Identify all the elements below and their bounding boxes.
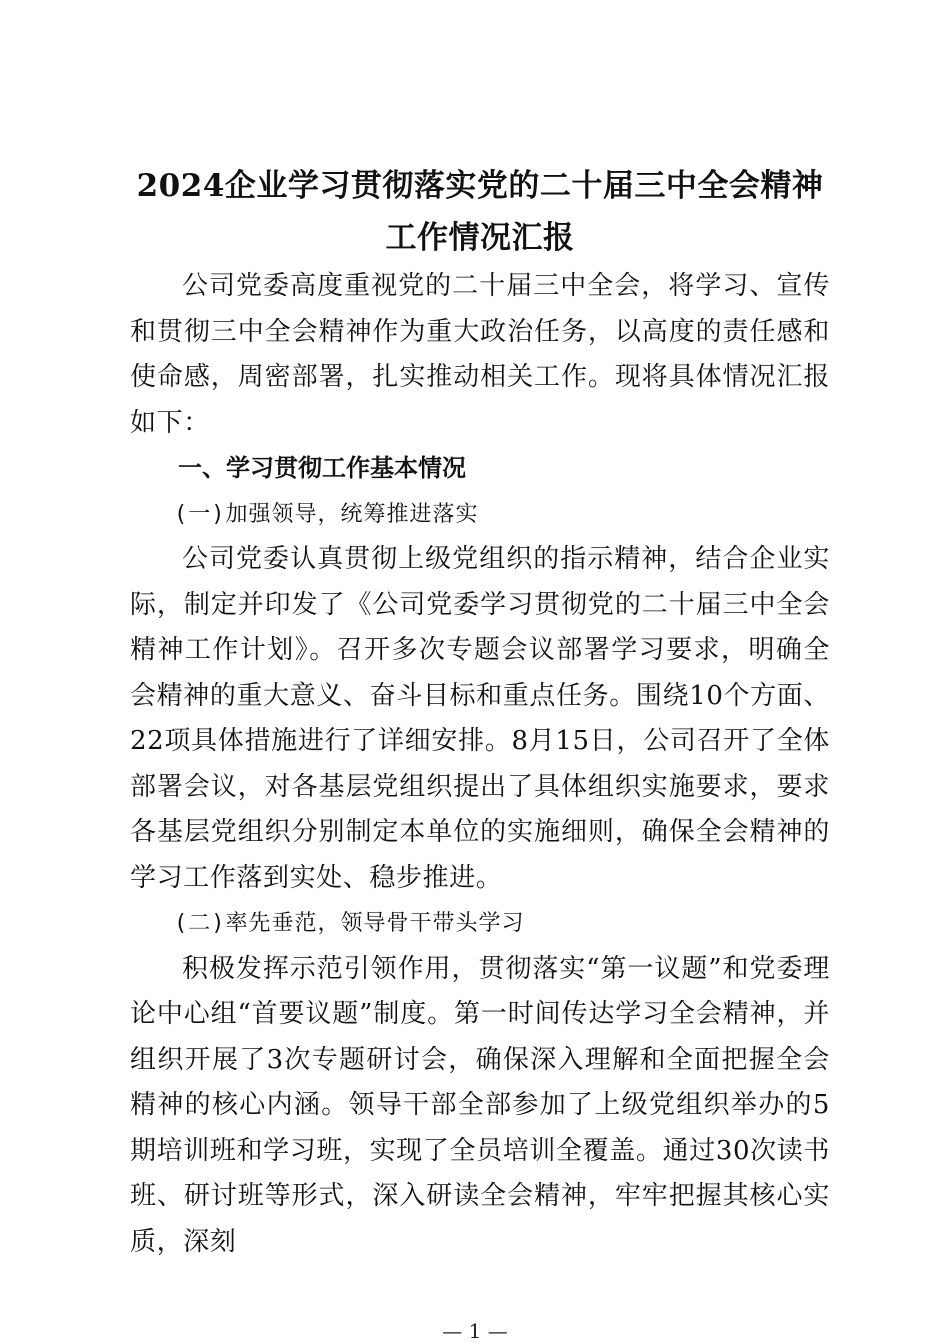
subsection-1-paragraph: 公司党委认真贯彻上级党组织的指示精神，结合企业实际，制定并印发了《公司党委学习贯彻党的二十届三中全会精神工作计划》。召开多次专题会议部署学习要求，明确全会精神的重大意义、奋斗目标和重点任务。围绕10个方面、22项具体措施进行了详细安排。8月15日，公司召开了全体部署会议，对各基层党组织提出了具体组织实施要求，要求各基层党组织分别制定本单位的实施细则，确保全会精神的学习工作落到实处、稳步推进。: [130, 544, 830, 893]
subsection-heading-1: (一)加强领导，统筹推进落实: [174, 501, 479, 527]
intro-paragraph: 公司党委高度重视党的二十届三中全会，将学习、宣传和贯彻三中全会精神作为重大政治任务，以高度的责任感和使命感，周密部署，扎实推动相关工作。现将具体情况汇报如下：: [130, 271, 830, 438]
document-title: 2024企业学习贯彻落实党的二十届三中全会精神工作情况汇报: [136, 168, 824, 256]
page-number: — 1 —: [442, 1319, 508, 1343]
document-body: [130, 160, 830, 1265]
subsection-heading-2: (二)率先垂范，领导骨干带头学习: [174, 911, 525, 936]
subsection-2-paragraph: 积极发挥示范引领作用，贯彻落实“第一议题”和党委理论中心组“首要议题”制度。第一时间传达学习全会精神，并组织开展了3次专题研讨会，确保深入理解和全面把握全会精神的核心内涵。领导干部全部参加了上级党组织举办的5期培训班和学习班，实现了全员培训全覆盖。通过30次读书班、研讨班等形式，深入研读全会精神，牢牢把握其核心实质，深刻: [130, 953, 830, 1257]
section-heading-1: 一、学习贯彻工作基本情况: [178, 454, 466, 482]
